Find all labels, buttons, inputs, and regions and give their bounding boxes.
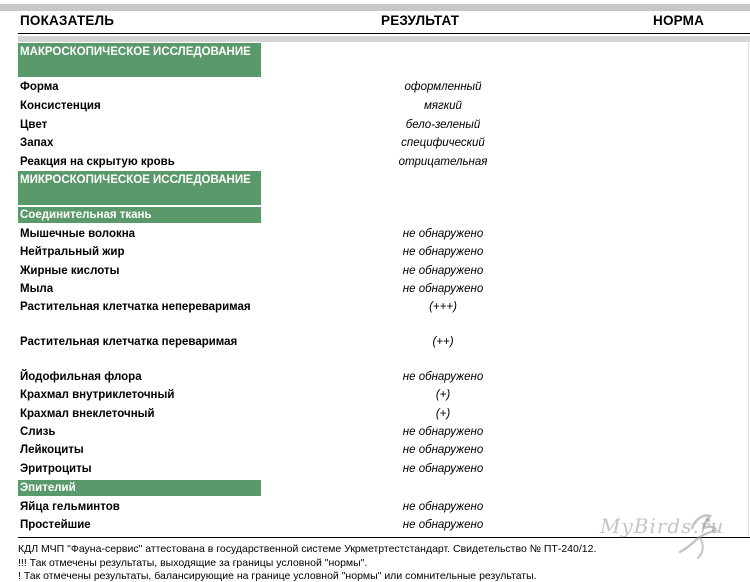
row-label: Крахмал внеклеточный [20,408,155,420]
header-grey-band [18,36,750,42]
row-label: Жирные кислоты [20,265,120,277]
row-value: не обнаружено [402,265,484,277]
section-microscopic: МИКРОСКОПИЧЕСКОЕ ИССЛЕДОВАНИЕ [18,171,261,205]
row-label: Крахмал внутриклеточный [20,389,175,401]
row-label: Нейтральный жир [20,246,125,258]
row-value: не обнаружено [402,228,484,240]
row-value: (+) [435,389,451,401]
row-value: (+) [435,408,451,420]
watermark-logo [600,508,740,566]
row-value: не обнаружено [402,501,484,513]
row-label: Мыла [20,283,54,295]
row-label: Цвет [20,119,48,131]
row-value: не обнаружено [402,426,484,438]
right-border [748,36,749,536]
row-label: Запах [20,137,54,149]
row-label: Растительная клетчатка непереваримая [20,301,251,313]
section-macroscopic: МАКРОСКОПИЧЕСКОЕ ИССЛЕДОВАНИЕ [18,43,261,77]
header-divider [18,33,750,34]
table-header [18,13,750,33]
top-grey-bar [0,4,750,11]
row-value: оформленный [404,81,482,93]
section-connective-tissue: Соединительная ткань [18,207,261,223]
row-label: Эритроциты [20,463,92,475]
row-label: Мышечные волокна [20,228,136,240]
footer-note-out-of-range: !!! Так отмечены результаты, выходящие за границы условной "нормы". [18,557,368,569]
column-header-norm: НОРМА [653,13,705,28]
row-value: не обнаружено [402,463,484,475]
row-label: Реакция на скрытую кровь [20,156,175,168]
row-label: Йодофильная флора [20,371,142,383]
row-value: (++) [432,336,454,348]
row-value: специфический [401,137,485,149]
row-value: не обнаружено [402,371,484,383]
row-label: Консистенция [20,100,101,112]
row-value: не обнаружено [402,519,484,531]
row-label: Яйца гельминтов [20,501,120,513]
row-label: Лейкоциты [20,444,84,456]
row-value: не обнаружено [402,246,484,258]
row-value: не обнаружено [402,283,484,295]
row-value: бело-зеленый [405,119,481,131]
row-label: Простейшие [20,519,91,531]
watermark-text: MyBirds.ru [600,514,725,538]
footer-note-borderline: ! Так отмечены результаты, балансирующие на границе условной "нормы" или сомнительные результаты. [18,570,537,582]
footer-certification: КДЛ МЧП "Фауна-сервис" аттестована в государственной системе Укрметртестстандарт. Свидетельство № ПТ-240/12. [18,543,597,555]
row-value: отрицательная [398,156,488,168]
row-label: Слизь [20,426,56,438]
row-label: Форма [20,81,59,93]
row-value: не обнаружено [402,444,484,456]
column-header-result: РЕЗУЛЬТАТ [381,13,460,28]
row-label: Растительная клетчатка переваримая [20,336,238,348]
section-epithelium: Эпителий [18,480,261,496]
row-value: (+++) [429,301,457,313]
column-header-param: ПОКАЗАТЕЛЬ [20,13,115,28]
row-value: мягкий [424,100,462,112]
